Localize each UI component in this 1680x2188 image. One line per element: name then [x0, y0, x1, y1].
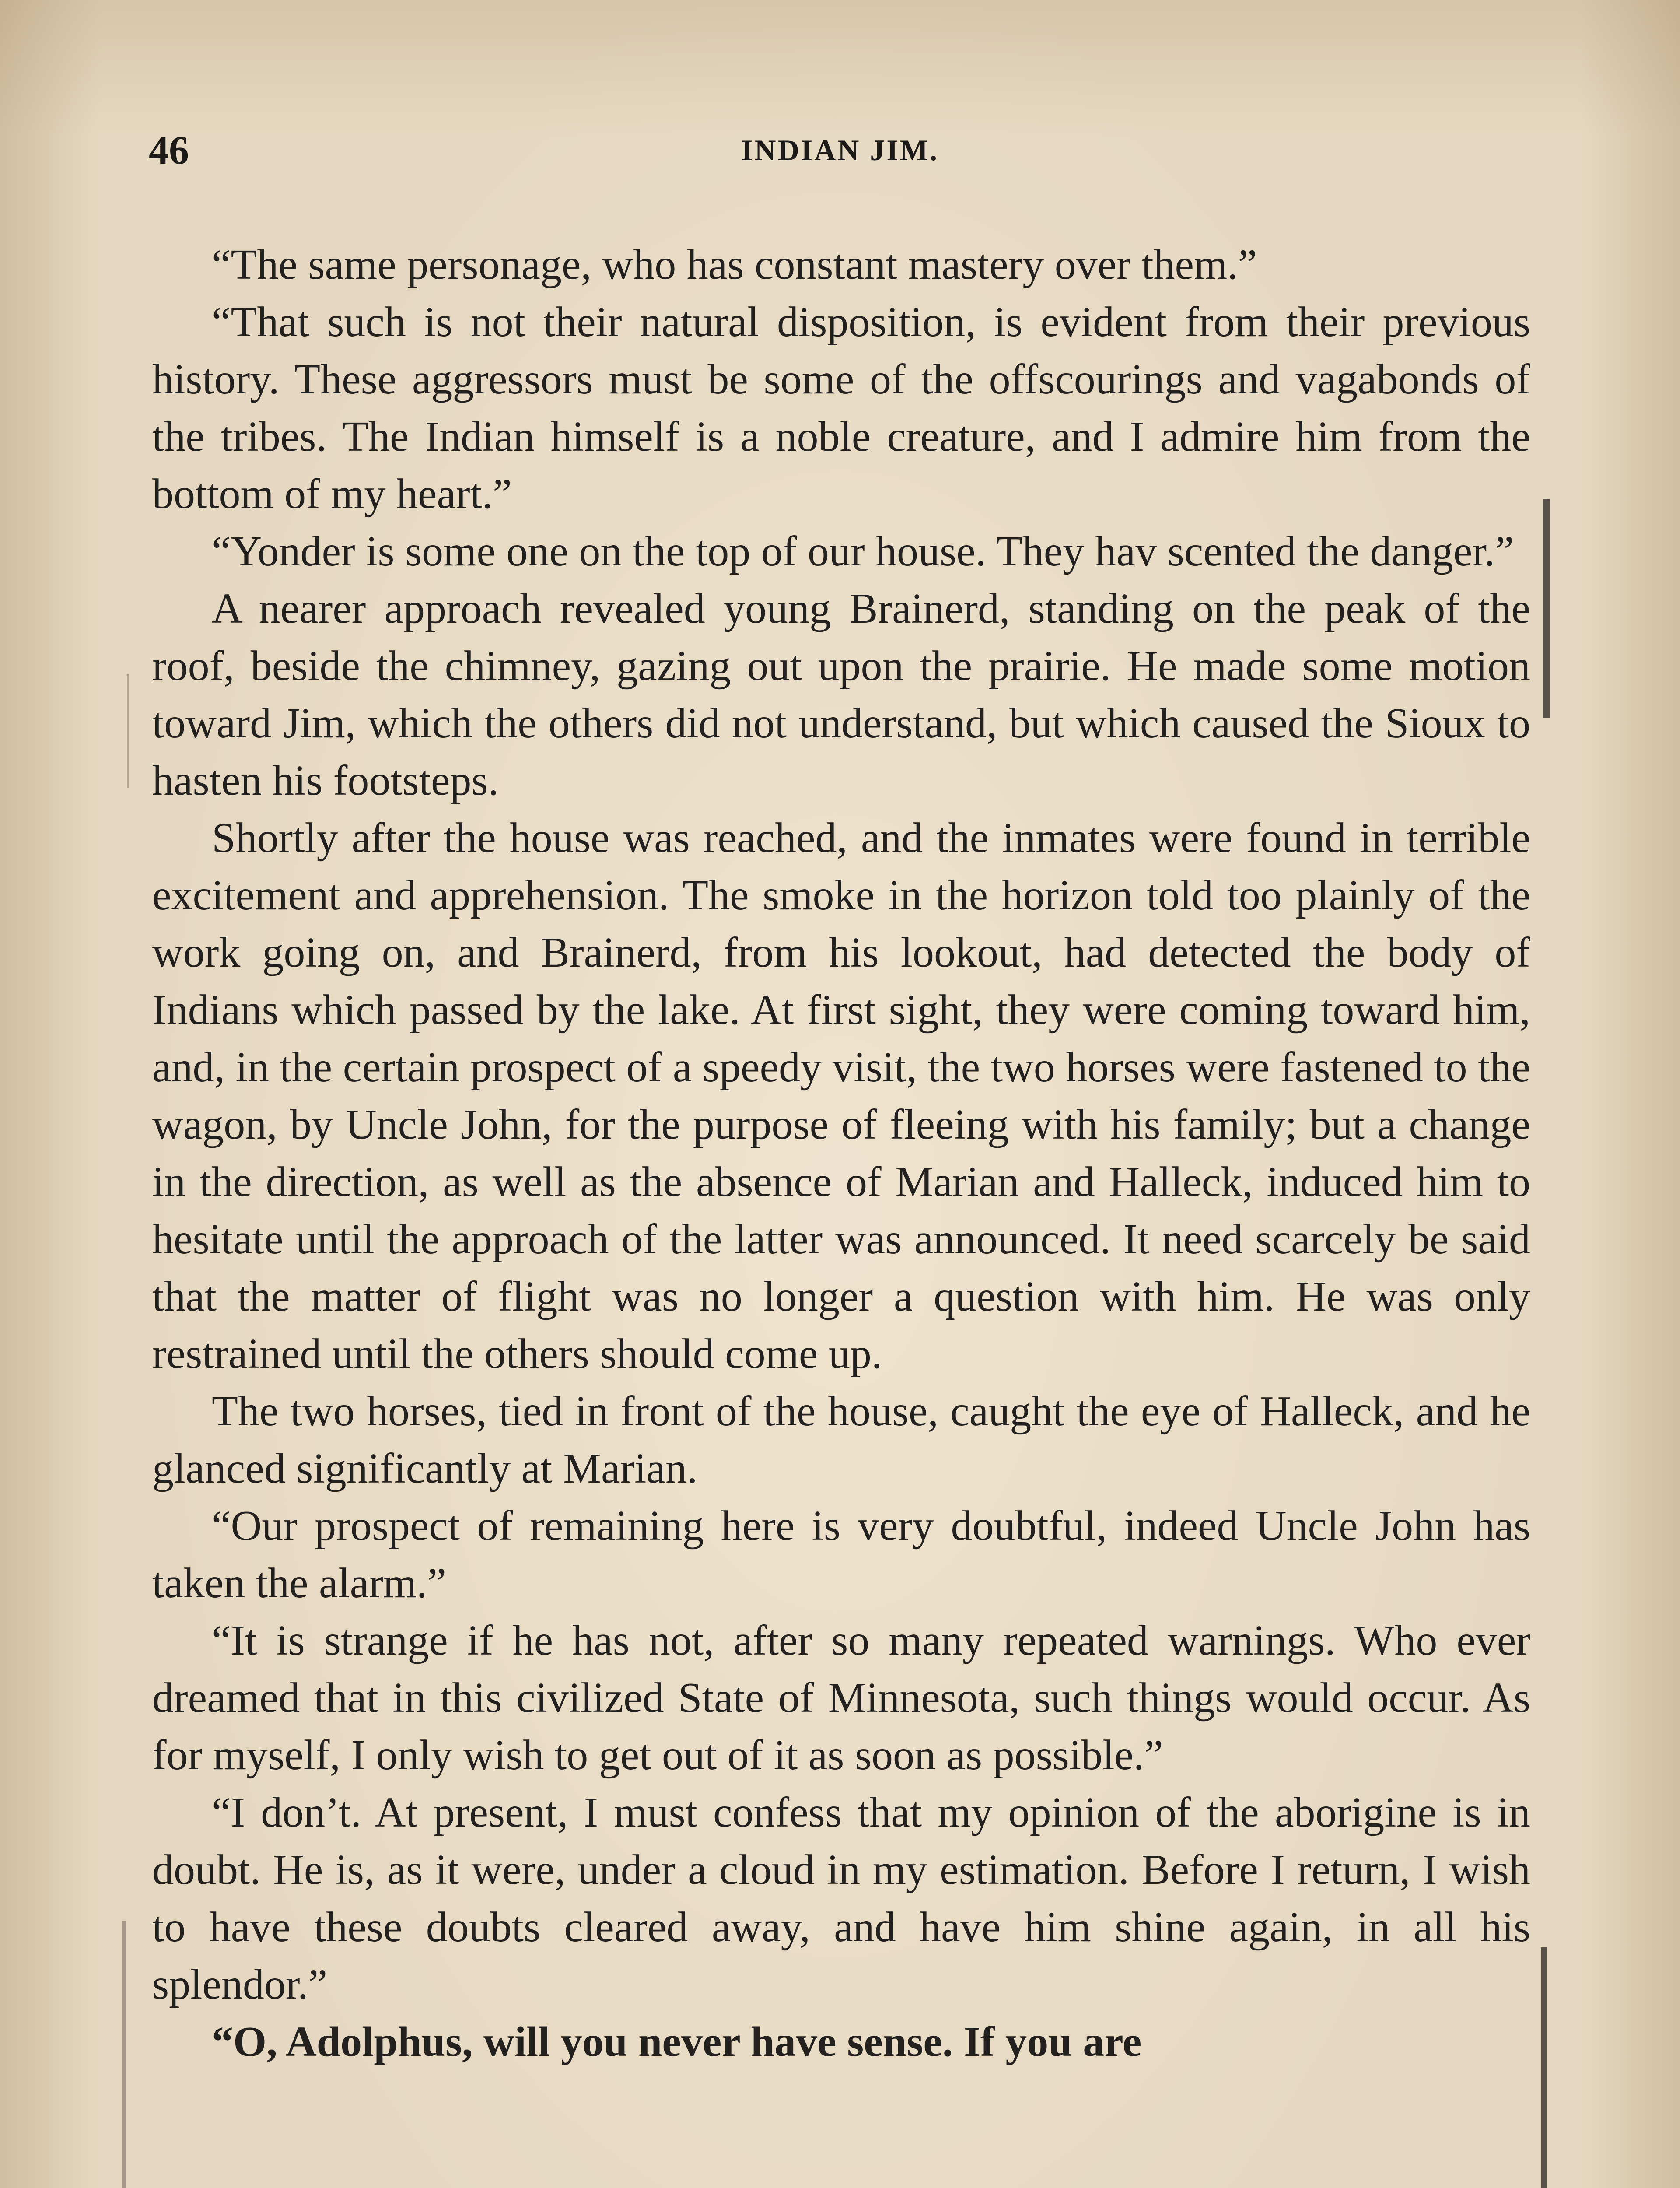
page-number: 46 — [149, 128, 189, 172]
margin-rule-right-lower — [1541, 1947, 1547, 2188]
paragraph: Shortly after the house was reached, and the inmates were found in terrible excitement and apprehension. The smoke in the horizon told too plainly of the work going on, and Brainerd, from his lookout, had detected the body of Indians which passed by the lake. At first sight, they were coming toward him, and, in the certain prospect of a speedy visit, the two horses were fastened to the wagon, by Uncle John, for the purpose of fleeing with his family; but a change in the direction, as well as the absence of Marian and Halleck, induced him to hesitate until the approach of the latter was announced. It need scarcely be said that the matter of flight was no longer a question with him. He was only restrained until the others should come up. — [152, 814, 1530, 1378]
paragraph: The two horses, tied in front of the house, caught the eye of Halleck, and he glanced significantly at Marian. — [152, 1388, 1530, 1492]
margin-rule-right-upper — [1544, 499, 1550, 718]
paragraph: “Yonder is some one on the top of our house. They hav scented the danger.” — [212, 528, 1514, 575]
page-header — [149, 127, 1531, 179]
margin-rule-left-lower — [122, 1921, 126, 2188]
paragraph: “I don’t. At present, I must confess that my opinion of the aborigine is in doubt. He is, as it were, under a cloud in my estimation. Before I return, I wish to have these doubts cleared away, and have him shine again, in all his splendor.” — [152, 1789, 1530, 2008]
paragraph: “O, Adolphus, will you never have sense. If you are — [212, 2018, 1142, 2065]
paragraph: “That such is not their natural disposition, is evident from their previous history. These aggressors must be some of the offscourings and vagabonds of the tribes. The Indian himself is a noble creature, and I admire him from the bottom of my heart.” — [152, 298, 1530, 518]
running-title: INDIAN JIM. — [741, 133, 939, 167]
paragraph: “It is strange if he has not, after so many repeated warnings. Who ever dreamed that in this civilized State of Minnesota, such things would occur. As for myself, I only wish to get out of it as soon as possible.” — [152, 1617, 1530, 1779]
margin-rule-left-upper — [127, 674, 130, 788]
body-text — [152, 236, 1530, 2071]
paragraph: “The same personage, who has constant mastery over them.” — [212, 241, 1257, 288]
paragraph: “Our prospect of remaining here is very doubtful, indeed Uncle John has taken the alarm.” — [152, 1502, 1530, 1607]
paragraph: A nearer approach revealed young Brainerd, standing on the peak of the roof, beside the chimney, gazing out upon the prairie. He made some motion toward Jim, which the others did not understand, but which caused the Sioux to hasten his footsteps. — [152, 585, 1530, 804]
